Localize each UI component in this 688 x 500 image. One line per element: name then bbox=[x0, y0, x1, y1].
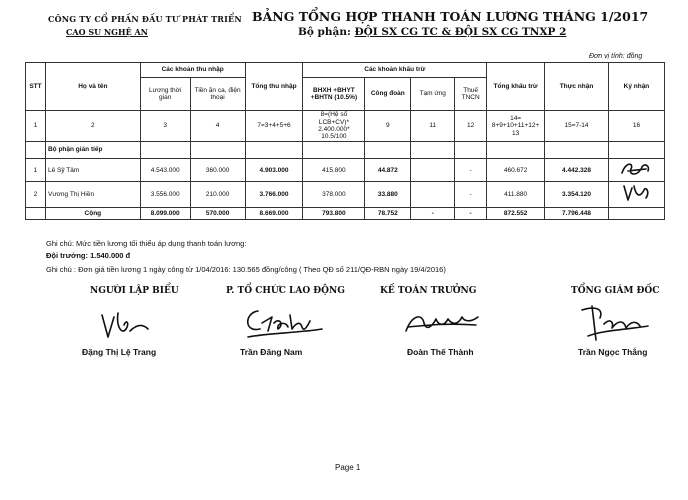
row-signature bbox=[608, 159, 664, 182]
index-cell: 16 bbox=[608, 111, 664, 142]
signature-mark bbox=[96, 307, 156, 343]
index-cell: 3 bbox=[140, 111, 190, 142]
row-advance bbox=[411, 159, 455, 182]
signature-mark bbox=[574, 300, 654, 346]
total-income: 8.669.000 bbox=[245, 207, 303, 219]
total-label: Cộng bbox=[45, 207, 140, 219]
header-union: Công đoàn bbox=[365, 78, 411, 111]
row-total: 3.766.000 bbox=[245, 182, 303, 207]
row-meal: 210.000 bbox=[190, 182, 245, 207]
payroll-table bbox=[25, 62, 665, 220]
note-min-wage: Ghi chú: Mức tiền lương tối thiểu áp dụng thanh toán lương: bbox=[46, 239, 247, 248]
header-name: Họ và tên bbox=[45, 63, 140, 111]
table-row bbox=[26, 182, 665, 207]
signer-name: Đặng Thị Lệ Trang bbox=[82, 347, 157, 357]
total-deduction: 872.552 bbox=[487, 207, 545, 219]
index-cell: 2 bbox=[45, 111, 140, 142]
signature-mark bbox=[616, 182, 656, 204]
index-cell: 4 bbox=[190, 111, 245, 142]
row-net: 3.354.120 bbox=[545, 182, 609, 207]
signature-mark bbox=[238, 303, 328, 343]
currency-unit: Đơn vị tính: đồng bbox=[589, 53, 643, 60]
index-cell: 11 bbox=[411, 111, 455, 142]
index-cell: 8=(Hệ số LCB+CV)* 2.400.000* 10.5/100 bbox=[303, 111, 365, 142]
total-insurance: 793.800 bbox=[303, 207, 365, 219]
header-total-deduction: Tổng khấu trừ bbox=[487, 63, 545, 111]
header-net: Thực nhận bbox=[545, 63, 609, 111]
header-deduction-group: Các khoản khấu trừ bbox=[303, 63, 487, 78]
row-salary: 4.543.000 bbox=[140, 159, 190, 182]
row-signature bbox=[608, 182, 664, 207]
row-net: 4.442.328 bbox=[545, 159, 609, 182]
header-tax: Thuế TNCN bbox=[455, 78, 487, 111]
total-net: 7.796.448 bbox=[545, 207, 609, 219]
document-title: BẢNG TỔNG HỢP THANH TOÁN LƯƠNG THÁNG 1/2017 bbox=[252, 9, 649, 24]
total-union: 78.752 bbox=[365, 207, 411, 219]
row-union: 44.872 bbox=[365, 159, 411, 182]
company-name-line2: CAO SU NGHỆ AN bbox=[66, 27, 148, 37]
signer-role: P. TỔ CHỨC LAO ĐỘNG bbox=[226, 286, 345, 296]
row-name: Vương Thị Hiền bbox=[45, 182, 140, 207]
note-team-leader: Đội trưởng: 1.540.000 đ bbox=[46, 251, 131, 260]
row-insurance: 415.800 bbox=[303, 159, 365, 182]
row-tax: - bbox=[455, 159, 487, 182]
row-total: 4.903.000 bbox=[245, 159, 303, 182]
header-sign: Ký nhận bbox=[608, 63, 664, 111]
signature-mark bbox=[398, 305, 488, 339]
row-tax: - bbox=[455, 182, 487, 207]
header-meal-phone: Tiền ăn ca, điện thoại bbox=[190, 78, 245, 111]
header-advance: Tạm ứng bbox=[411, 78, 455, 111]
row-total-deduction: 411.880 bbox=[487, 182, 545, 207]
signer-name: Trần Đăng Nam bbox=[240, 347, 303, 357]
total-row bbox=[26, 207, 665, 219]
index-cell: 14= 8+9+10+11+12+ 13 bbox=[487, 111, 545, 142]
row-name: Lê Sỹ Tâm bbox=[45, 159, 140, 182]
row-advance bbox=[411, 182, 455, 207]
department bbox=[298, 26, 566, 38]
signer-role: TỔNG GIÁM ĐỐC bbox=[571, 286, 660, 296]
department-value: ĐỘI SX CG TC & ĐỘI SX CG TNXP 2 bbox=[354, 26, 567, 38]
row-salary: 3.556.000 bbox=[140, 182, 190, 207]
company-name: CÔNG TY CỔ PHẦN ĐẦU TƯ PHÁT TRIỂN bbox=[48, 14, 242, 24]
index-cell: 7=3+4+5+6 bbox=[245, 111, 303, 142]
header-income-group: Các khoản thu nhập bbox=[140, 63, 245, 78]
note-daily-rate: Ghi chú : Đơn giá tiền lương 1 ngày công từ 1/04/2016: 130.565 đồng/công ( Theo QĐ số 211/QĐ-RBN ngày 19/4/2016) bbox=[46, 265, 446, 274]
signer-role: NGƯỜI LẬP BIỂU bbox=[90, 286, 179, 296]
row-union: 33.880 bbox=[365, 182, 411, 207]
row-stt: 2 bbox=[26, 182, 46, 207]
header-salary-time: Lương thời gian bbox=[140, 78, 190, 111]
row-total-deduction: 460.672 bbox=[487, 159, 545, 182]
page-number: Page 1 bbox=[335, 463, 361, 472]
index-cell: 1 bbox=[26, 111, 46, 142]
total-tax: - bbox=[455, 207, 487, 219]
row-stt: 1 bbox=[26, 159, 46, 182]
row-meal: 360.000 bbox=[190, 159, 245, 182]
table-row bbox=[26, 159, 665, 182]
signer-role: KẾ TOÁN TRƯỞNG bbox=[380, 286, 477, 296]
header-insurance: BHXH +BHYT +BHTN (10.5%) bbox=[303, 78, 365, 111]
row-insurance: 378.000 bbox=[303, 182, 365, 207]
total-advance: - bbox=[411, 207, 455, 219]
index-cell: 12 bbox=[455, 111, 487, 142]
index-row bbox=[26, 111, 665, 142]
signature-mark bbox=[616, 159, 656, 179]
total-meal: 570.000 bbox=[190, 207, 245, 219]
signer-name: Trần Ngọc Thắng bbox=[578, 347, 648, 357]
header-total-income: Tổng thu nhập bbox=[245, 63, 303, 111]
signer-name: Đoàn Thế Thành bbox=[407, 347, 474, 357]
department-label: Bộ phận: bbox=[298, 26, 351, 38]
group-row bbox=[26, 142, 665, 159]
total-salary: 8.099.000 bbox=[140, 207, 190, 219]
header-stt: STT bbox=[26, 63, 46, 111]
index-cell: 9 bbox=[365, 111, 411, 142]
group-label: Bộ phận gián tiếp bbox=[45, 142, 140, 159]
index-cell: 15=7-14 bbox=[545, 111, 609, 142]
